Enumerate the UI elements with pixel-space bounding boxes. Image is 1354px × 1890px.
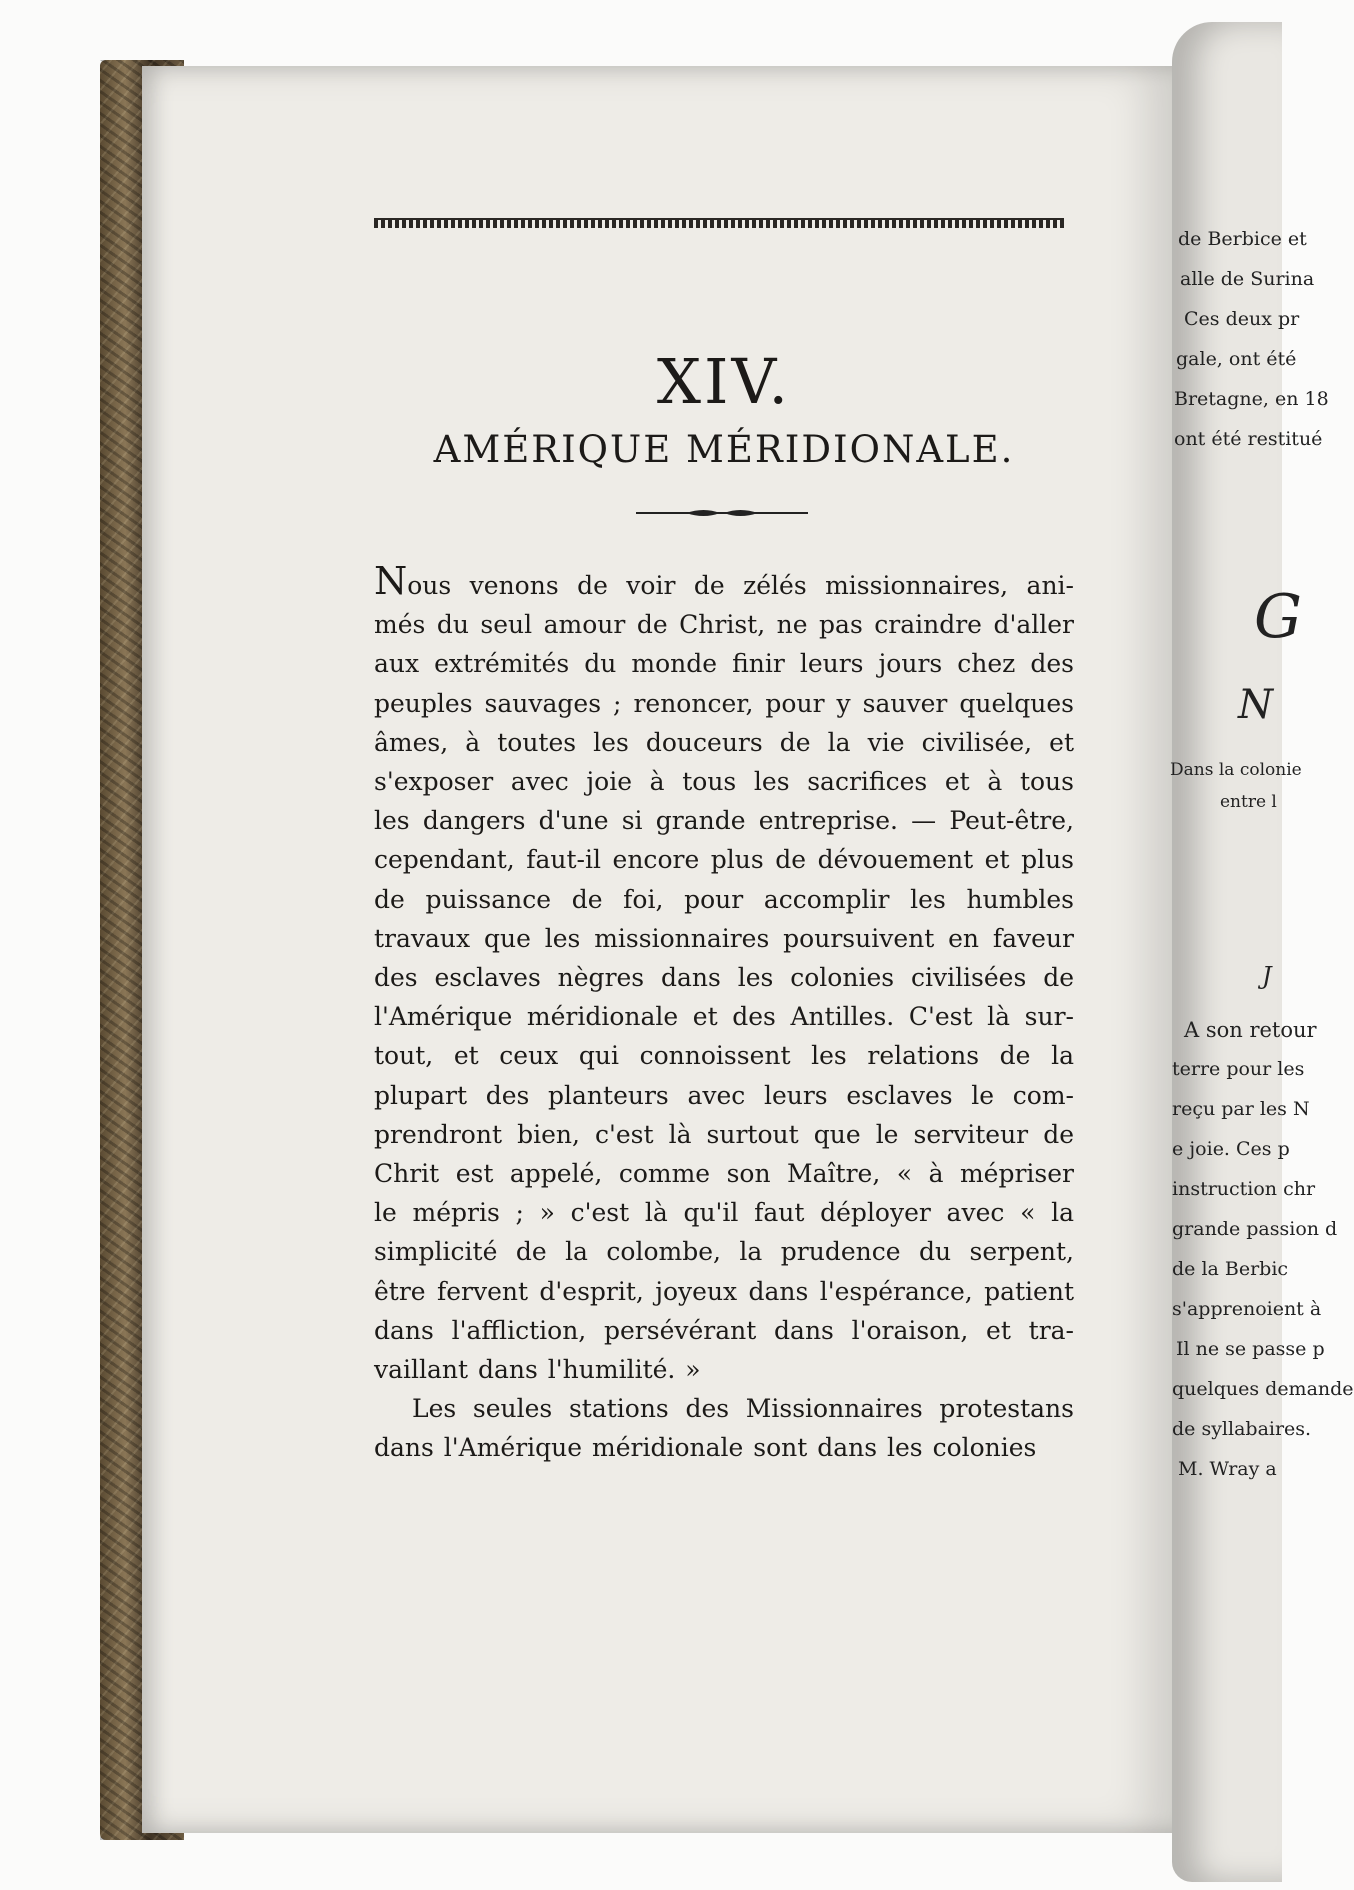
text-line: âmes, à toutes les douceurs de la vie civilisée, et: [374, 727, 1074, 757]
text-line: cependant, faut-il encore plus de dévouement et plus: [374, 845, 1074, 875]
text-line: s'exposer avec joie à tous les sacrifices et à tous: [374, 767, 1074, 797]
right-page: [1170, 22, 1354, 1882]
right-text-line: de syllabaires.: [1172, 1418, 1312, 1440]
right-text-line: reçu par les N: [1172, 1098, 1310, 1120]
right-subheading-letter: N: [1238, 682, 1273, 728]
right-text-line: J: [1262, 962, 1272, 990]
header-rule: [374, 218, 1064, 228]
right-text-line: quelques demande: [1172, 1378, 1354, 1400]
text-line: Les seules stations des Missionnaires protestans: [412, 1394, 1074, 1424]
ornament-divider: [636, 506, 808, 520]
right-text-line: de la Berbic: [1172, 1258, 1289, 1280]
right-text-line: Il ne se passe p: [1176, 1338, 1325, 1360]
right-text-line: s'apprenoient à: [1172, 1298, 1322, 1320]
text-line: tout, et ceux qui connoissent les relations de la: [374, 1041, 1074, 1071]
right-text-line: Ces deux pr: [1184, 308, 1300, 330]
text-line: plupart des planteurs avec leurs esclaves le com-: [374, 1080, 1074, 1110]
text-line: vaillant dans l'humilité. »: [374, 1355, 701, 1385]
chapter-title: AMÉRIQUE MÉRIDIONALE.: [433, 428, 1015, 471]
right-text-line: alle de Surina: [1180, 268, 1315, 290]
text-line: peuples sauvages ; renoncer, pour y sauver quelques: [374, 688, 1074, 718]
right-text-line: e joie. Ces p: [1172, 1138, 1290, 1160]
text-line: simplicité de la colombe, la prudence du serpent,: [374, 1237, 1074, 1267]
text-line: dans l'Amérique méridionale sont dans les colonies: [374, 1433, 1037, 1463]
right-text-line: gale, ont été: [1176, 348, 1297, 370]
text-line: les dangers d'une si grande entreprise. — Peut-être,: [374, 806, 1074, 836]
right-text-line: instruction chr: [1172, 1178, 1316, 1200]
right-text-line: entre l: [1220, 792, 1277, 812]
text-line-rest: ous venons de voir de zélés missionnaires, ani-: [407, 571, 1074, 600]
text-line: més du seul amour de Christ, ne pas craindre d'aller: [374, 610, 1074, 640]
right-text-line: M. Wray a: [1178, 1458, 1277, 1480]
text-line: des esclaves nègres dans les colonies civilisées de: [374, 963, 1074, 993]
right-text-line: terre pour les: [1172, 1058, 1305, 1080]
text-line: [374, 559, 1074, 605]
right-text-line: ont été restitué: [1174, 428, 1323, 450]
text-line: de puissance de foi, pour accomplir les humbles: [374, 884, 1074, 914]
text-line: prendront bien, c'est là surtout que le serviteur de: [374, 1119, 1074, 1149]
text-line: l'Amérique méridionale et des Antilles. C'est là sur-: [374, 1002, 1074, 1032]
text-line: Chrit est appelé, comme son Maître, « à mépriser: [374, 1159, 1074, 1189]
right-heading-letter: G: [1254, 582, 1302, 652]
text-line: aux extrémités du monde finir leurs jours chez des: [374, 649, 1074, 679]
text-line: travaux que les missionnaires poursuivent en faveur: [374, 923, 1074, 953]
text-line: dans l'affliction, persévérant dans l'oraison, et tra-: [374, 1315, 1074, 1345]
chapter-number: XIV.: [656, 345, 792, 418]
right-text-line: Bretagne, en 18: [1174, 388, 1329, 410]
body-text: [374, 559, 1074, 1468]
text-line: être fervent d'esprit, joyeux dans l'espérance, patient: [374, 1276, 1074, 1306]
text-line: le mépris ; » c'est là qu'il faut déployer avec « la: [374, 1198, 1074, 1228]
drop-cap: N: [374, 559, 408, 603]
right-text-line: grande passion d: [1172, 1218, 1338, 1240]
right-text-line: A son retour: [1184, 1018, 1317, 1042]
right-text-line: de Berbice et: [1178, 228, 1307, 250]
right-text-line: Dans la colonie: [1170, 760, 1302, 780]
